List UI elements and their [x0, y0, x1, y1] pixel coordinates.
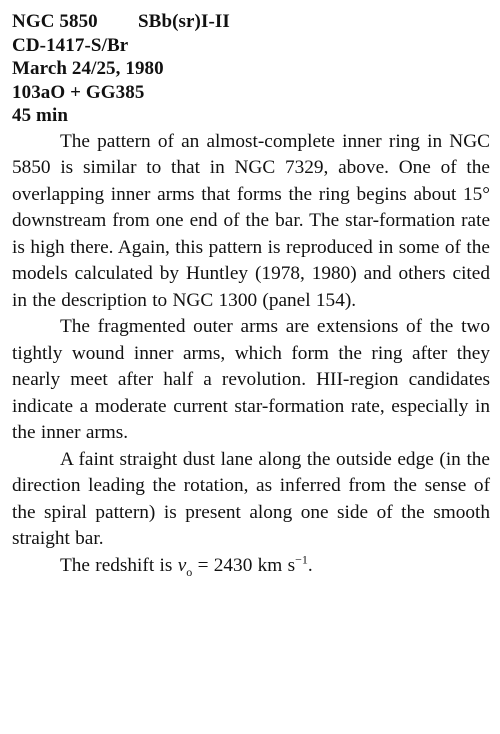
plate-number: CD-1417-S/Br: [12, 34, 129, 56]
description-text: [12, 129, 490, 580]
velocity-subscript: o: [186, 564, 193, 579]
exposure-time: 45 min: [12, 105, 69, 126]
emulsion-filter: 103aO + GG385: [12, 81, 145, 103]
redshift-value: = 2430 km s: [192, 554, 296, 576]
paragraph-redshift: [12, 553, 490, 580]
galaxy-classification: SBb(sr)I-II: [138, 11, 230, 32]
paragraph-inner-ring: The pattern of an almost-complete inner ring in NGC 5850 is similar to that in NGC 7329, above. One of the overlapping inner arms that forms the ring begins about 15° downstream from one end of the bar. The star-formation rate is high there. Again, this pattern is reproduced in some of the models calculated by Huntley (1978, 1980) and others cited in the description to NGC 1300 (panel 154).: [12, 130, 490, 311]
plate-header: [12, 10, 490, 128]
paragraph-dust-lane: A faint straight dust lane along the outside edge (in the direction leading the rotation, as inferred from the sense of the spiral pattern) is present along one side of the smooth straight bar.: [12, 448, 490, 549]
header-row-object: [12, 10, 490, 34]
velocity-symbol: v: [177, 554, 187, 576]
unit-exponent: −1: [295, 552, 308, 567]
redshift-suffix: .: [307, 554, 313, 576]
page: [12, 10, 490, 579]
paragraph-outer-arms: The fragmented outer arms are extensions of the two tightly wound inner arms, which form the ring after they nearly meet after half a revolution. HII-region candidates indicate a moderate current star-formation rate, especially in the inner arms.: [12, 316, 490, 443]
object-name: NGC 5850: [12, 11, 98, 32]
redshift-prefix: The redshift is: [60, 554, 178, 576]
observation-date: March 24/25, 1980: [12, 58, 164, 79]
